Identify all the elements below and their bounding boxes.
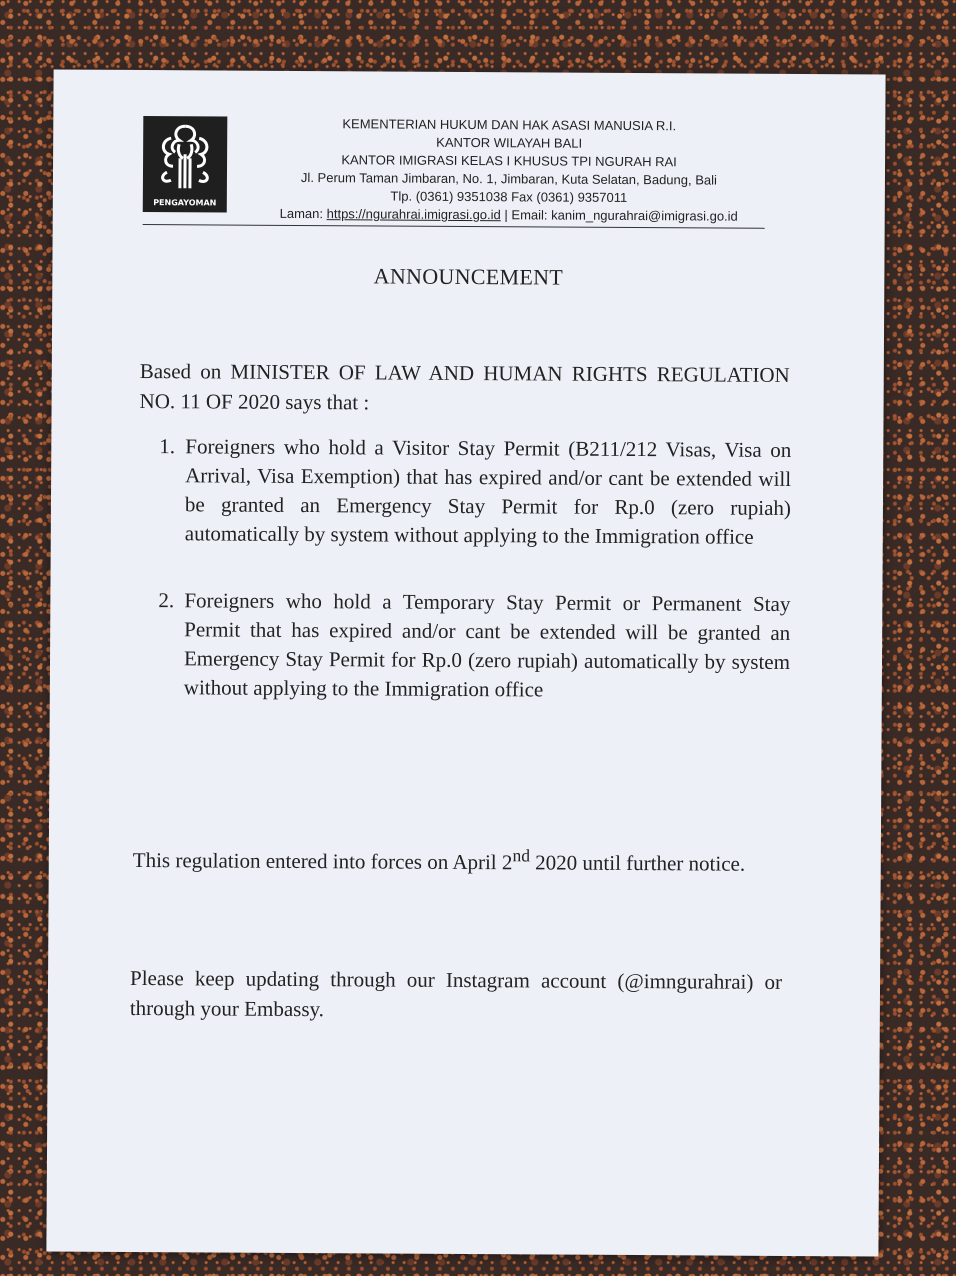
agency-details (235, 115, 784, 226)
website-link[interactable]: https://ngurahrai.imigrasi.go.id (326, 206, 501, 223)
effective-text-start: This regulation entered into forces on April 2 (132, 847, 513, 875)
immigration-office-name: KANTOR IMIGRASI KELAS I KHUSUS TPI NGURAH RAI (341, 152, 677, 170)
pengayoman-tree-icon (149, 120, 221, 192)
office-address: Jl. Perum Taman Jimbaran, No. 1, Jimbaran, Kuta Selatan, Badung, Bali (300, 169, 717, 188)
website-label: Laman: (279, 205, 324, 222)
announcement-title: ANNOUNCEMENT (373, 263, 564, 290)
logo-label: PENGAYOMAN (153, 198, 217, 208)
email-label: Email: (511, 207, 548, 223)
pengayoman-logo (143, 116, 228, 213)
item-text: Foreigners who hold a Temporary Stay Permit or Permanent Stay Permit that has expired and/or cant be extended will be granted an Emergency Stay Permit for Rp.0 (zero rupiah) automatically by system without applying to the Immigration office (183, 588, 791, 702)
email-address: kanim_ngurahrai@imigrasi.go.id (551, 207, 738, 224)
phone-fax: Tlp. (0361) 9351038 Fax (0361) 9357011 (390, 188, 628, 205)
regional-office-name: KANTOR WILAYAH BALI (436, 134, 583, 151)
item-number: 1. (159, 434, 176, 459)
list-item (158, 586, 791, 706)
effective-text-end: 2020 until further notice. (529, 850, 746, 876)
separator: | (504, 207, 508, 223)
announcement-paper (46, 69, 885, 1256)
letterhead (143, 112, 784, 236)
ministry-name: KEMENTERIAN HUKUM DAN HAK ASASI MANUSIA R.I. (342, 116, 677, 134)
ordinal-suffix: nd (512, 845, 531, 866)
item-number: 2. (158, 588, 175, 613)
web-email-line (235, 205, 783, 226)
contact-paragraph: Please keep updating through our Instagram account (@imngurahrai) or through your Embassy. (129, 965, 783, 1022)
list-item (159, 432, 792, 552)
regulation-list (158, 432, 792, 706)
item-text: Foreigners who hold a Visitor Stay Permit (B211/212 Visas, Visa on Arrival, Visa Exemption) that has expired and/or cant be extended will be granted an Emergency Stay Permit for Rp.0 (zero rupiah) automatically by system without applying to the Immigration office (184, 434, 792, 549)
intro-paragraph: Based on MINISTER OF LAW AND HUMAN RIGHTS REGULATION NO. 11 OF 2020 says that : (139, 359, 790, 415)
effective-date-paragraph (133, 838, 783, 879)
